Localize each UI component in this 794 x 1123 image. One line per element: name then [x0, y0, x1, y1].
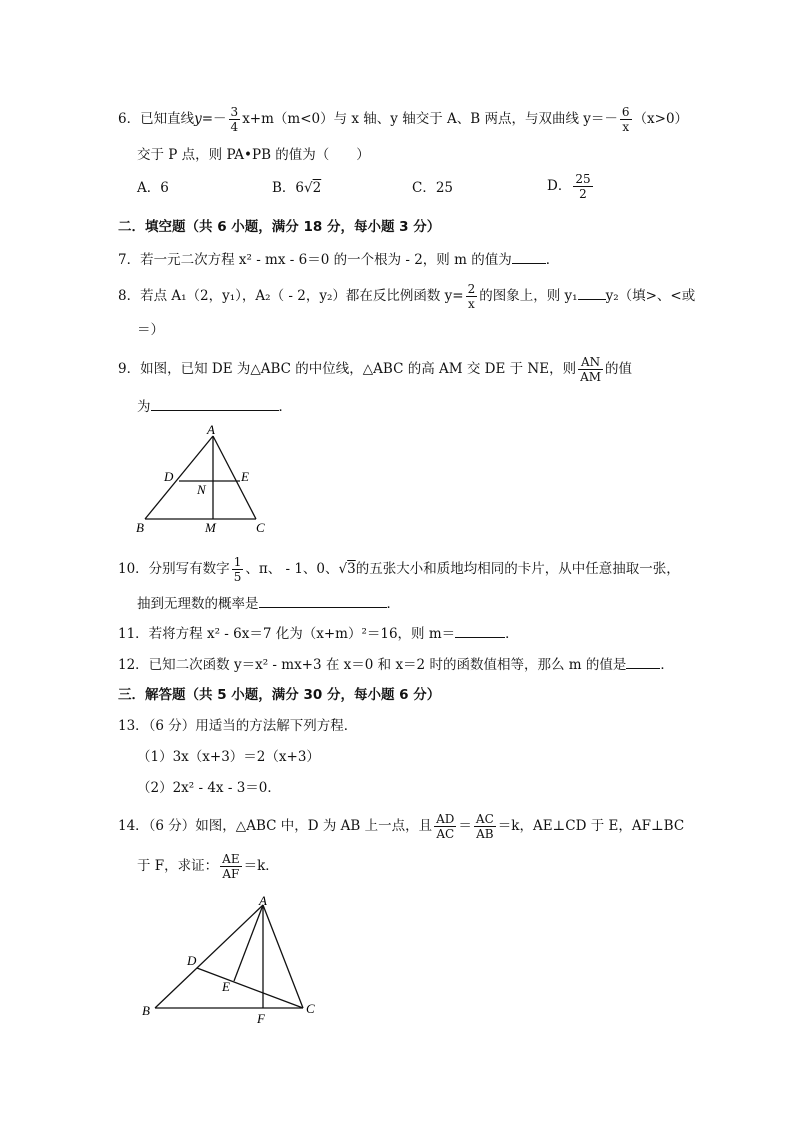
label-m: M — [205, 520, 216, 535]
q6-fraction-6-x — [620, 105, 632, 134]
fraction-numerator: AN — [578, 355, 603, 370]
q14-equals: ＝ — [458, 818, 472, 834]
figure-triangle-midline — [132, 422, 272, 537]
q10-text-post: 的五张大小和质地均相同的卡片，从中任意抽取一张， — [355, 561, 680, 577]
segment-cd — [197, 968, 303, 1008]
fraction-numerator: AD — [436, 812, 455, 826]
sqrt-symbol: √ — [338, 561, 348, 577]
q6-line1 — [118, 105, 688, 134]
label-e: E — [241, 469, 249, 484]
q14-fraction-ae-af — [220, 852, 241, 881]
q6-option-c: C．25 — [412, 180, 454, 196]
segment-ae — [234, 905, 263, 981]
q7-answer-blank — [512, 249, 546, 264]
fraction-numerator: 6 — [621, 105, 630, 119]
option-d-text: D． — [547, 178, 572, 194]
section-3-heading: 三．解答题（共 5 小题，满分 30 分，每小题 6 分） — [118, 687, 441, 703]
section-2-heading: 二．填空题（共 6 小题，满分 18 分，每小题 3 分） — [118, 219, 441, 235]
fraction-denominator: 5 — [233, 570, 242, 584]
label-c: C — [256, 520, 265, 535]
q6-eq-mid: =－ — [201, 111, 227, 127]
q6-number: 6． — [118, 111, 141, 127]
q14-text-pre: 14．（6 分）如图，△ABC 中，D 为 AB 上一点，且 — [118, 818, 433, 834]
q8-line2: ＝） — [137, 322, 164, 338]
q13-part2: （2）2x² - 4x - 3＝0． — [137, 780, 281, 796]
q11-answer-blank — [455, 623, 505, 638]
q9-text-line2: 为 — [137, 399, 151, 415]
figure-triangle-altitudes — [136, 893, 326, 1028]
q6-text: 已知直线 — [140, 111, 195, 127]
q6-fraction-3-4 — [229, 105, 241, 134]
fraction-numerator: 25 — [575, 172, 591, 186]
q10-line1 — [118, 555, 680, 584]
label-n: N — [197, 482, 206, 497]
q8-fraction — [466, 282, 478, 311]
q10-line2: 抽到无理数的概率是 ． — [137, 593, 400, 614]
fraction-numerator: 3 — [230, 105, 239, 119]
fraction-numerator: 2 — [467, 282, 476, 296]
q13-title: 13．（6 分）用适当的方法解下列方程． — [118, 718, 358, 734]
q9-line2: 为 ． — [137, 396, 292, 417]
q9-text-pre: 9．如图，已知 DE 为△ABC 的中位线，△ABC 的高 AM 交 DE 于 NE，则 — [118, 361, 577, 377]
label-a: A — [207, 422, 215, 437]
fraction-denominator: 4 — [230, 120, 239, 134]
option-b-radicand: 2 — [312, 180, 322, 196]
q9-fraction — [578, 355, 603, 384]
q14-fraction-ac-ab — [474, 812, 496, 841]
q8-text-post2: y₂（填>、<或 — [605, 288, 696, 304]
fraction-numerator: 1 — [233, 555, 242, 569]
q6-option-d-fraction — [573, 172, 592, 201]
q14-text-line2-pre: 于 F，求证： — [137, 858, 219, 874]
q14-line2 — [137, 852, 279, 881]
label-a: A — [259, 893, 267, 908]
q6-eq-y: y — [194, 111, 202, 127]
fraction-denominator: AM — [580, 370, 602, 384]
q8-text-post: 的图象上，则 y₁ — [479, 288, 578, 304]
q14-fraction-ad-ac — [434, 812, 456, 841]
fraction-denominator: AC — [436, 827, 455, 841]
q12-text: 12．已知二次函数 y＝x² - mx+3 在 x＝0 和 x＝2 时的函数值相等，那么 m 的值是 — [118, 657, 627, 673]
q8-answer-blank — [578, 285, 606, 300]
label-c: C — [306, 1001, 315, 1016]
q12-answer-blank — [626, 654, 660, 669]
label-d: D — [187, 953, 197, 968]
q6-condition: （x>0） — [633, 111, 689, 127]
q10-text-pre: 10．分别写有数字 — [118, 561, 230, 577]
sqrt-symbol: √ — [304, 180, 313, 196]
q10-text-line2: 抽到无理数的概率是 — [137, 596, 259, 612]
q10-answer-blank — [259, 593, 387, 608]
q6-eq-rest: x+m（m<0）与 x 轴、y 轴交于 A、B 两点，与双曲线 y＝－ — [242, 111, 618, 127]
q8-line1 — [118, 282, 695, 311]
q10-text-mid: 、π、 - 1、0、 — [245, 561, 339, 577]
segment-ab — [155, 905, 263, 1008]
label-b: B — [142, 1003, 150, 1018]
label-f: F — [257, 1011, 265, 1026]
q14-text-post: ＝k，AE⊥CD 于 E，AF⊥BC — [497, 818, 685, 834]
label-b: B — [136, 520, 144, 535]
q7: 7．若一元二次方程 x² - mx - 6＝0 的一个根为 - 2，则 m 的值为 ． — [118, 249, 559, 270]
q10-fraction — [232, 555, 244, 584]
segment-ab — [145, 436, 213, 519]
fraction-denominator: x — [622, 120, 630, 134]
q14-line1 — [118, 812, 684, 841]
label-e: E — [222, 979, 230, 994]
segment-ac — [213, 436, 256, 519]
q13-part1: （1）3x（x+3）＝2（x+3） — [137, 749, 320, 765]
q6-line2: 交于 P 点，则 PA•PB 的值为（ ） — [137, 147, 370, 163]
fraction-numerator: AE — [222, 852, 240, 866]
q14-text-line2-post: ＝k． — [243, 858, 279, 874]
q10-radicand: 3 — [347, 561, 356, 577]
q11-text: 11．若将方程 x² - 6x＝7 化为（x+m）²＝16，则 m＝ — [118, 626, 456, 642]
fraction-numerator: AC — [475, 812, 494, 826]
fraction-denominator: AF — [222, 867, 240, 881]
segment-ac — [263, 905, 303, 1008]
q9-text-post: 的值 — [605, 361, 633, 377]
fraction-denominator: 2 — [579, 187, 587, 201]
label-d: D — [164, 469, 174, 484]
q6-option-d — [547, 172, 595, 201]
q9-answer-blank — [151, 396, 279, 411]
q6-option-b — [272, 178, 321, 198]
option-b-text: B．6 — [272, 180, 305, 196]
fraction-denominator: x — [468, 297, 475, 311]
q6-options — [137, 172, 677, 206]
q12: 12．已知二次函数 y＝x² - mx+3 在 x＝0 和 x＝2 时的函数值相等，那么 m 的值是 ． — [118, 654, 674, 675]
fraction-denominator: AB — [476, 827, 494, 841]
q7-text: 7．若一元二次方程 x² - mx - 6＝0 的一个根为 - 2，则 m 的值为 — [118, 252, 512, 268]
q11: 11．若将方程 x² - 6x＝7 化为（x+m）²＝16，则 m＝ ． — [118, 623, 519, 644]
q9-line1 — [118, 355, 632, 384]
q6-option-a: A．6 — [137, 180, 169, 196]
q8-text-pre: 8．若点 A₁（2，y₁），A₂（ - 2，y₂）都在反比例函数 y= — [118, 288, 464, 304]
